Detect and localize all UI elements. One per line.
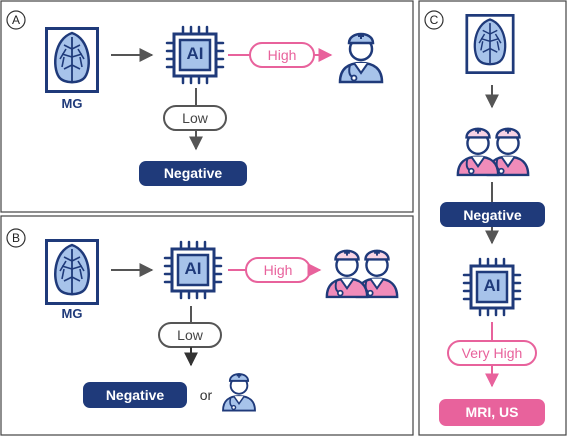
mg-label: MG bbox=[61, 96, 83, 111]
mammogram-icon bbox=[467, 15, 513, 72]
doctor-icon bbox=[223, 373, 255, 410]
ai-label: AI bbox=[483, 276, 501, 295]
mg-label: MG bbox=[61, 306, 83, 321]
ai-label: AI bbox=[186, 44, 204, 63]
high-label: High bbox=[263, 262, 293, 278]
very-high-label: Very High bbox=[461, 345, 523, 361]
mammogram-icon bbox=[47, 241, 98, 304]
negative-label: Negative bbox=[163, 165, 223, 181]
ai-label: AI bbox=[184, 259, 202, 278]
low-label: Low bbox=[182, 110, 208, 126]
mri-us-label: MRI, US bbox=[465, 404, 519, 420]
high-label: High bbox=[267, 47, 297, 63]
panel-a-letter: A bbox=[11, 13, 20, 27]
doctor-icon bbox=[340, 33, 382, 82]
negative-label: Negative bbox=[463, 207, 522, 223]
panel-b-letter: B bbox=[11, 231, 20, 245]
two-doctors-icon bbox=[327, 250, 397, 297]
mammogram-icon bbox=[47, 29, 98, 92]
or-label: or bbox=[199, 387, 213, 403]
low-label: Low bbox=[177, 327, 203, 343]
panel-c-letter: C bbox=[429, 13, 439, 27]
two-doctors-icon bbox=[458, 128, 528, 175]
negative-label: Negative bbox=[105, 387, 165, 403]
